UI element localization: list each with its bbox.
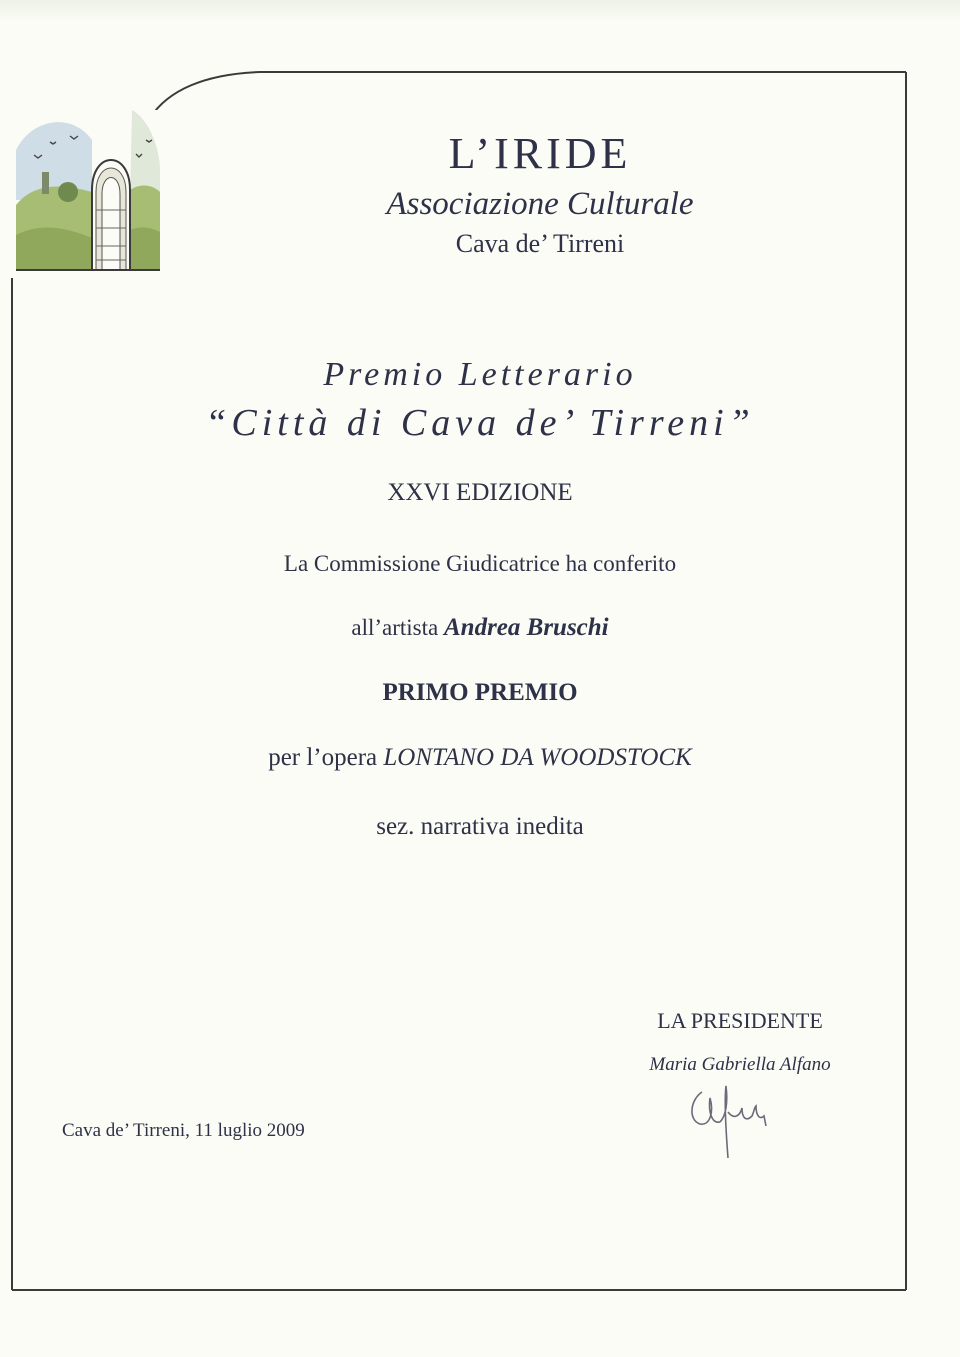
work-line	[100, 745, 860, 770]
work-title: LONTANO DA WOODSTOCK	[383, 744, 692, 771]
award-title: Premio Letterario	[323, 356, 637, 393]
organization-header	[280, 129, 800, 258]
award-section: sez. narrativa inedita	[376, 813, 584, 840]
organization-name: L’IRIDE	[448, 129, 632, 178]
award-edition: XXVI EDIZIONE	[387, 479, 573, 506]
organization-city: Cava de’ Tirreni	[455, 229, 625, 258]
award-city: “Città di Cava de’ Tirreni”	[205, 402, 755, 444]
commission-statement: La Commissione Giudicatrice ha conferito	[283, 551, 677, 576]
artist-prefix: all’artista	[351, 615, 439, 640]
award-body	[100, 358, 860, 839]
arch-landscape-icon	[12, 110, 162, 275]
president-title: LA PRESIDENTE	[657, 1008, 823, 1033]
organization-subtitle: Associazione Culturale	[386, 186, 694, 222]
prize-name: PRIMO PREMIO	[382, 679, 578, 706]
artist-line	[100, 615, 860, 640]
handwritten-signature	[680, 1072, 790, 1162]
place-and-date: Cava de’ Tirreni, 11 luglio 2009	[62, 1120, 305, 1141]
work-prefix: per l’opera	[268, 744, 378, 771]
artist-name: Andrea Bruschi	[443, 614, 609, 641]
president-name: Maria Gabriella Alfano	[649, 1054, 831, 1075]
